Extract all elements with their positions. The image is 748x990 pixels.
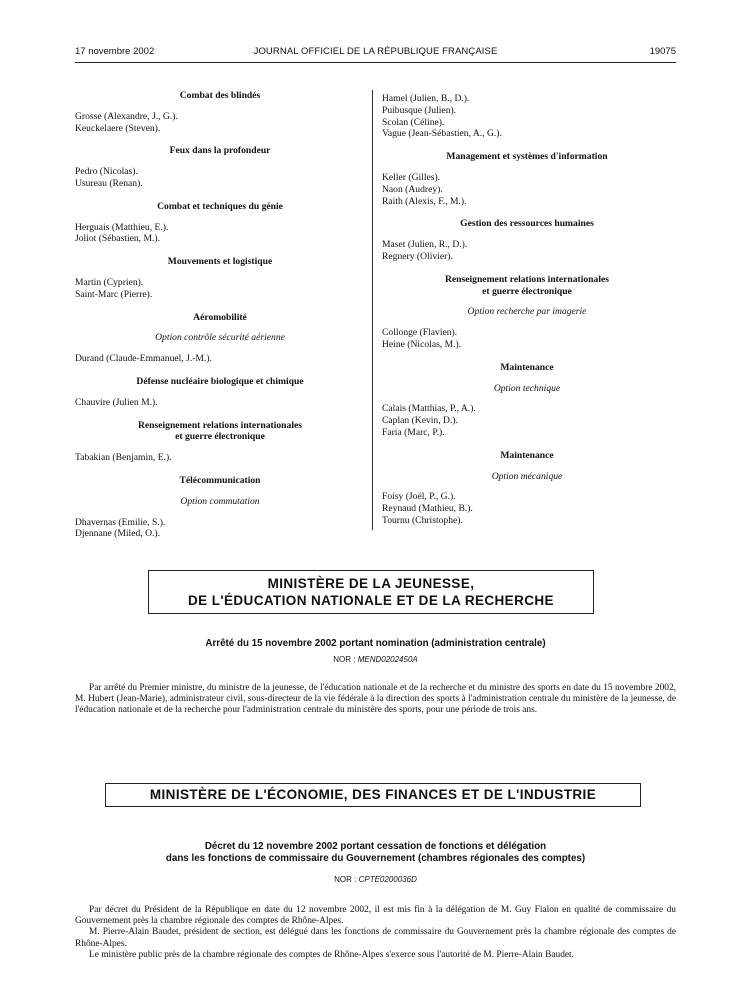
- section-title: Télécommunication: [179, 474, 261, 486]
- name-entry: Foisy (Joël, P., G.).: [382, 491, 456, 503]
- page-number: 19075: [649, 46, 676, 57]
- name-entry: Vague (Jean-Sébastien, A., G.).: [382, 128, 502, 140]
- name-entry: Saint-Marc (Pierre).: [75, 288, 153, 300]
- name-entry: Maset (Julien, R., D.).: [382, 239, 468, 251]
- name-entry: Keuckelaere (Steven).: [75, 122, 161, 134]
- name-entry: Martin (Cyprien).: [75, 276, 144, 288]
- ministry-line: MINISTÈRE DE LA JEUNESSE,: [267, 576, 475, 591]
- act-title-line: Décret du 12 novembre 2002 portant cessation de fonctions et délégation: [204, 841, 547, 852]
- name-entry: Hamel (Julien, B., D.).: [382, 93, 470, 104]
- ministry-heading-economy: [105, 783, 641, 807]
- name-entry: Tournu (Christophe).: [382, 514, 463, 526]
- section-title: Renseignement relations internationales: [445, 273, 609, 285]
- name-entry: Regnery (Olivier).: [382, 250, 453, 262]
- name-entry: Dhavernas (Emilie, S.).: [75, 516, 166, 528]
- paragraph: Par décret du Président de la République en date du 12 novembre 2002, il est mis fin à la délégation de M. Guy Fialon en qualité de commissaire du Gouvernement près la chambre régionale des comptes de Rhône-Alpes.: [75, 905, 676, 927]
- name-entry: Collonge (Flavien).: [382, 327, 458, 339]
- name-entry: Joliot (Sébastien, M.).: [75, 233, 161, 245]
- section-option: Option contrôle sécurité aérienne: [155, 332, 285, 344]
- paragraph: M. Pierre-Alain Baudet, président de section, est délégué dans les fonctions de commissaire du Gouvernement près la chambre régionale des comptes de Rhône-Alpes.: [75, 927, 676, 949]
- name-entry: Faria (Marc, P.).: [382, 426, 445, 438]
- section-title: et guerre électronique: [482, 285, 572, 297]
- section-option: Option technique: [493, 382, 561, 394]
- paragraph: Le ministère public près de la chambre régionale des comptes de Rhône-Alpes s'exerce sous l'autorité de M. Pierre-Alain Baudet.: [89, 949, 574, 960]
- header-rule: [75, 62, 676, 63]
- section-title: et guerre électronique: [175, 431, 265, 443]
- name-entry: Naon (Audrey).: [382, 183, 443, 195]
- right-column: [382, 93, 672, 527]
- ministry-line: MINISTÈRE DE L'ÉCONOMIE, DES FINANCES ET DE L'INDUSTRIE: [149, 787, 597, 802]
- paragraph: Par arrêté du Premier ministre, du ministre de la jeunesse, de l'éducation nationale et de la recherche et du ministre des sports en date du 15 novembre 2002, M. Hubert (Jean-Marie), administrateur civil, sous-directeur de la vie fédérale à la direction des sports à l'administration centrale du ministère de la jeunesse, de l'éducation nationale et de la recherche pour l'administration centrale du ministère des sports, pour une période de trois ans.: [75, 683, 676, 716]
- nor-reference: [75, 655, 676, 664]
- act-title-line: dans les fonctions de commissaire du Gouvernement (chambres régionales des comptes): [165, 853, 586, 864]
- name-entry: Heine (Nicolas, M.).: [382, 338, 462, 350]
- journal-title: JOURNAL OFFICIEL DE LA RÉPUBLIQUE FRANÇAISE: [253, 46, 498, 57]
- left-column: [75, 90, 365, 540]
- name-entry: Raith (Alexis, F., M.).: [382, 195, 467, 207]
- section-title: Feux dans la profondeur: [169, 145, 271, 157]
- name-entry: Keller (Gilles).: [382, 171, 441, 183]
- name-entry: Tabakian (Benjamin, E.).: [75, 452, 172, 464]
- ministry-heading-education: [148, 570, 594, 614]
- section-title: Gestion des ressources humaines: [460, 218, 594, 230]
- ministry-line: DE L'ÉDUCATION NATIONALE ET DE LA RECHERCHE: [188, 593, 554, 608]
- nor-reference: [75, 875, 676, 884]
- name-entry: Puibusque (Julien).: [382, 104, 457, 116]
- section-title: Défense nucléaire biologique et chimique: [136, 375, 304, 387]
- section-title: Renseignement relations internationales: [138, 419, 302, 431]
- section-title: Mouvements et logistique: [167, 256, 273, 268]
- name-entry: Durand (Claude-Emmanuel, J.-M.).: [75, 353, 212, 365]
- name-entry: Calais (Matthias, P., A.).: [382, 403, 476, 415]
- act-title: Arrêté du 15 novembre 2002 portant nomination (administration centrale): [205, 638, 546, 649]
- section-title: Maintenance: [500, 361, 554, 373]
- act-body: [75, 905, 676, 961]
- section-title: Maintenance: [500, 449, 554, 461]
- section-title: Combat et techniques du génie: [157, 200, 283, 212]
- page-header: [75, 46, 676, 60]
- section-title: Aéromobilité: [193, 311, 247, 323]
- act-body: [75, 683, 676, 717]
- name-entry: Reynaud (Mathieu, B.).: [382, 503, 473, 515]
- name-entry: Djennane (Miled, O.).: [75, 528, 160, 540]
- nor-label: NOR :: [334, 875, 357, 884]
- name-entry: Scolan (Céline).: [382, 116, 445, 128]
- nor-code: MEND0202450A: [357, 655, 418, 664]
- name-entry: Herguais (Matthieu, E.).: [75, 221, 169, 233]
- nor-code: CPTE0200036D: [358, 875, 417, 884]
- section-option: Option commutation: [180, 495, 260, 507]
- section-title: Management et systèmes d'information: [446, 151, 608, 163]
- name-entry: Pedro (Nicolas).: [75, 166, 138, 178]
- column-divider: [372, 90, 373, 530]
- name-entry: Chauvire (Julien M.).: [75, 396, 158, 408]
- name-entry: Usureau (Renan).: [75, 177, 143, 189]
- header-date: 17 novembre 2002: [75, 46, 155, 57]
- section-title: Combat des blindés: [179, 90, 261, 101]
- name-entry: Grosse (Alexandre, J., G.).: [75, 110, 178, 122]
- act-title: [75, 841, 676, 865]
- section-option: Option mécanique: [491, 470, 563, 482]
- nor-label: NOR :: [333, 655, 356, 664]
- name-entry: Caplan (Kevin, D.).: [382, 415, 458, 427]
- section-option: Option recherche par imagerie: [467, 306, 587, 318]
